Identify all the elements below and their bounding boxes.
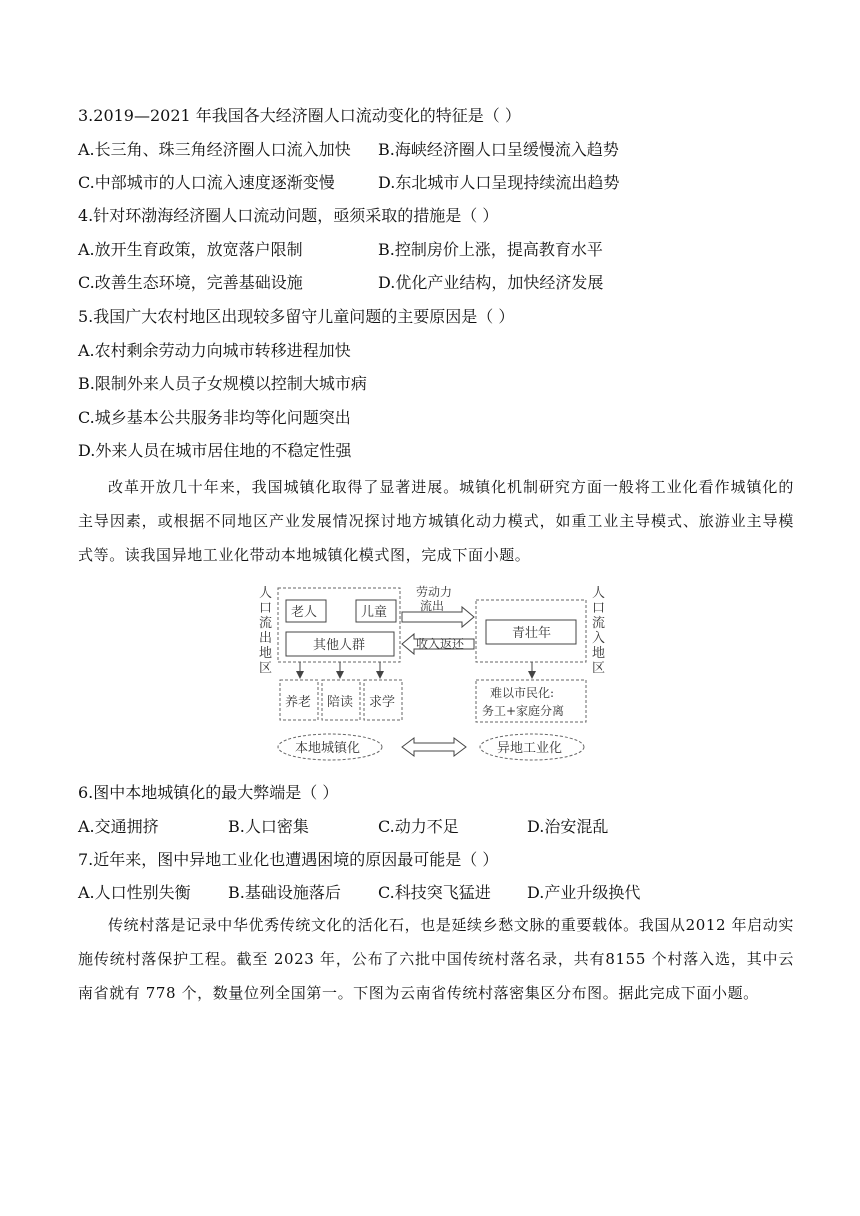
left-region-char: 地 [259,646,273,661]
question-5-option-c: C.城乡基本公共服务非均等化问题突出 [78,408,351,427]
urbanization-model-diagram [250,582,620,768]
difficulty-label-1: 难以市民化: [490,686,555,700]
question-6-option-a: A.交通拥挤 [78,817,159,836]
other-people-label: 其他人群 [313,638,366,653]
question-6-stem: 6.图中本地城镇化的最大弊端是（ ） [78,783,339,802]
passage-urbanization: 改革开放几十年来，我国城镇化取得了显著进展。城镇化机制研究方面一般将工业化看作城镇化的主导因素，或根据不同地区产业发展情况探讨地方城镇化动力模式，如重工业主导模式、旅游业主导模式等。读我国异地工业化带动本地城镇化模式图，完成下面小题。 [78,478,794,564]
question-4-option-c: C.改善生态环境，完善基础设施 [78,273,303,292]
elderly-label: 老人 [291,605,318,620]
question-3-option-d: D.东北城市人口呈现持续流出趋势 [378,173,620,192]
youth-label: 青壮年 [512,626,552,641]
children-label: 儿童 [361,605,388,620]
question-3-option-a: A.长三角、珠三角经济圈人口流入加快 [78,140,351,159]
labor-outflow-label: 劳动力 [416,585,453,599]
right-region-char: 口 [592,601,606,616]
question-5-option-d: D.外来人员在城市居住地的不稳定性强 [78,441,352,460]
question-7-option-c: C.科技突飞猛进 [378,883,491,902]
left-region-char: 口 [259,601,273,616]
question-5-option-a: A.农村剩余劳动力向城市转移进程加快 [78,341,351,360]
local-urbanization-label: 本地城镇化 [295,741,361,756]
question-7-stem: 7.近年来，图中异地工业化也遭遇困境的原因最可能是（ ） [78,850,499,869]
income-return-label: 收入返还 [416,637,465,651]
question-3-option-c: C.中部城市的人口流入速度逐渐变慢 [78,173,335,192]
left-region-char: 出 [259,631,273,646]
question-5-option-b: B.限制外来人员子女规模以控制大城市病 [78,374,367,393]
right-region-char: 区 [592,661,606,676]
labor-outflow-label: 流出 [420,599,445,613]
left-region-char: 流 [259,616,273,631]
right-region-char: 入 [592,631,606,646]
question-4-stem: 4.针对环渤海经济圈人口流动问题，亟须采取的措施是（ ） [78,206,499,225]
question-6-option-c: C.动力不足 [378,817,459,836]
question-7-option-a: A.人口性别失衡 [78,883,191,902]
right-region-char: 地 [592,646,606,661]
question-7-option-d: D.产业升级换代 [527,883,641,902]
question-4-option-b: B.控制房价上涨，提高教育水平 [378,240,603,259]
question-6-option-b: B.人口密集 [228,817,309,836]
remote-industrialization-label: 异地工业化 [497,741,563,756]
question-4-option-d: D.优化产业结构，加快经济发展 [378,273,604,292]
accompany-study-label: 陪读 [327,695,354,710]
left-region-char: 区 [259,661,273,676]
pension-label: 养老 [285,695,312,710]
question-5-stem: 5.我国广大农村地区出现较多留守儿童问题的主要原因是（ ） [78,307,515,326]
study-label: 求学 [369,695,396,710]
question-4-option-a: A.放开生育政策，放宽落户限制 [78,240,303,259]
question-3-stem: 3.2019—2021 年我国各大经济圈人口流动变化的特征是（ ） [78,106,521,125]
passage-traditional-villages: 传统村落是记录中华优秀传统文化的活化石，也是延续乡愁文脉的重要载体。我国从2012 年启动实施传统村落保护工程。截至 2023 年，公布了六批中国传统村落名录，共有8155 个村落入选，其中云南省就有 778 个，数量位列全国第一。下图为云南省传统村落密集区分布图。据此完成下面小题。 [78,916,794,1002]
right-region-char: 人 [592,586,606,601]
question-3-option-b: B.海峡经济圈人口呈缓慢流入趋势 [378,140,619,159]
difficulty-label-2: 务工+家庭分离 [482,704,565,718]
question-7-option-b: B.基础设施落后 [228,883,341,902]
right-region-char: 流 [592,616,606,631]
question-6-option-d: D.治安混乱 [527,817,609,836]
left-region-char: 人 [259,586,273,601]
double-arrow [402,738,466,756]
